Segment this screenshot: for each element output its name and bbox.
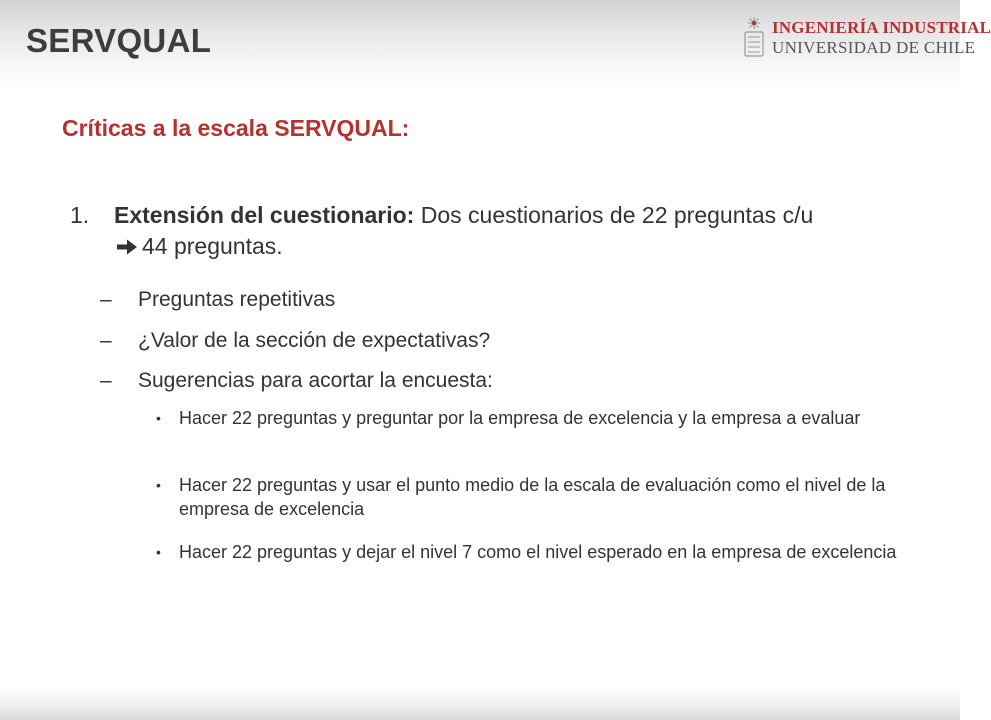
dash-marker: – <box>100 288 112 311</box>
slide-title: SERVQUAL <box>26 22 212 59</box>
sub-item-text: Preguntas repetitivas <box>138 288 336 311</box>
item-text <box>114 200 834 262</box>
bullet-marker: • <box>156 410 161 426</box>
section-subtitle: Críticas a la escala SERVQUAL: <box>62 115 410 141</box>
bullet-text: Hacer 22 preguntas y preguntar por la empresa de excelencia y la empresa a evaluar <box>179 408 861 428</box>
item-body: Dos cuestionarios de 22 preguntas c/u <box>414 202 814 228</box>
logo-line-1: INGENIERÍA INDUSTRIAL <box>772 18 991 37</box>
sub-item-text: ¿Valor de la sección de expectativas? <box>138 329 491 352</box>
bullet-marker: • <box>156 544 161 560</box>
item-result: 44 preguntas. <box>142 233 283 259</box>
bullet-text: Hacer 22 preguntas y dejar el nivel 7 como el nivel esperado en la empresa de excelencia <box>179 542 897 562</box>
dash-marker: – <box>100 369 112 392</box>
logo-line-2: UNIVERSIDAD DE CHILE <box>772 38 976 57</box>
item-number: 1. <box>70 202 90 228</box>
right-arrow-icon <box>116 238 138 256</box>
item-heading: Extensión del cuestionario: <box>114 202 415 228</box>
university-seal-icon <box>742 16 766 58</box>
sub-item-text: Sugerencias para acortar la encuesta: <box>138 369 493 392</box>
bullet-marker: • <box>156 477 161 493</box>
university-logo <box>742 12 991 60</box>
footer-band <box>0 688 960 720</box>
dash-marker: – <box>100 329 112 352</box>
bullet-text: Hacer 22 preguntas y usar el punto medio de la escala de evaluación como el nivel de la empresa de excelencia <box>179 475 886 519</box>
